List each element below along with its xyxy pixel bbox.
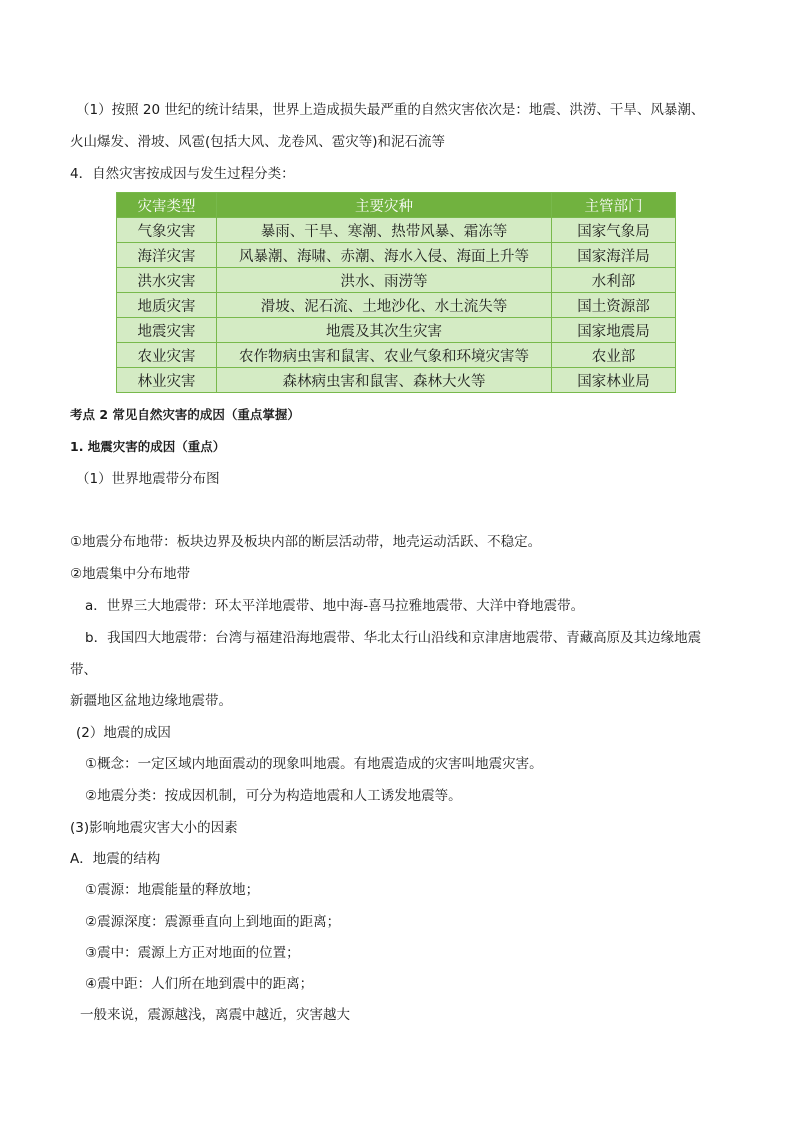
paragraph-line: ④震中距：人们所在地到震中的距离； xyxy=(85,976,314,992)
table-cell: 农业部 xyxy=(552,343,676,368)
table-cell: 林业灾害 xyxy=(117,368,217,393)
table-cell: 国家海洋局 xyxy=(552,243,676,268)
paragraph-line: （1）世界地震带分布图 xyxy=(76,471,220,487)
table-header-row xyxy=(117,193,676,218)
paragraph-line: (2）地震的成因 xyxy=(76,725,171,741)
paragraph-line: ②地震集中分布地带 xyxy=(70,566,191,582)
table-cell: 地震及其次生灾害 xyxy=(217,318,552,343)
table-cell: 国家气象局 xyxy=(552,218,676,243)
paragraph-line: A．地震的结构 xyxy=(70,851,161,867)
paragraph-line: 新疆地区盆地边缘地震带。 xyxy=(70,693,232,709)
paragraph-line: b．我国四大地震带：台湾与福建沿海地震带、华北太行山沿线和京津唐地震带、青藏高原及其边缘地震 xyxy=(85,630,702,646)
paragraph-line: 火山爆发、滑坡、风雹(包括大风、龙卷风、雹灾等)和泥石流等 xyxy=(70,134,446,150)
disaster-classification-table xyxy=(116,192,675,393)
table-cell: 气象灾害 xyxy=(117,218,217,243)
table-cell: 洪水灾害 xyxy=(117,268,217,293)
paragraph-line: ③震中：震源上方正对地面的位置； xyxy=(85,945,300,961)
section-heading: 4．自然灾害按成因与发生过程分类： xyxy=(70,166,295,182)
table-cell: 农业灾害 xyxy=(117,343,217,368)
table-cell: 水利部 xyxy=(552,268,676,293)
paragraph-line: ①概念：一定区域内地面震动的现象叫地震。有地震造成的灾害叫地震灾害。 xyxy=(85,756,543,772)
paragraph-line: ①震源：地震能量的释放地； xyxy=(85,882,260,898)
table-row xyxy=(117,268,676,293)
table-cell: 暴雨、干旱、寒潮、热带风暴、霜冻等 xyxy=(217,218,552,243)
table-row xyxy=(117,293,676,318)
table-cell: 滑坡、泥石流、土地沙化、水土流失等 xyxy=(217,293,552,318)
paragraph-line: ②震源深度：震源垂直向上到地面的距离； xyxy=(85,914,341,930)
header-department: 主管部门 xyxy=(552,193,676,218)
paragraph-line: 一般来说，震源越浅，离震中越近，灾害越大 xyxy=(80,1007,350,1023)
table-cell: 农作物病虫害和鼠害、农业气象和环境灾害等 xyxy=(217,343,552,368)
table-row xyxy=(117,318,676,343)
header-main-disasters: 主要灾种 xyxy=(217,193,552,218)
paragraph-line: a．世界三大地震带：环太平洋地震带、地中海-喜马拉雅地震带、大洋中脊地震带。 xyxy=(85,598,585,614)
paragraph-line: ②地震分类：按成因机制，可分为构造地震和人工诱发地震等。 xyxy=(85,788,462,804)
section-heading: 考点 2 常见自然灾害的成因（重点掌握） xyxy=(70,407,300,422)
table-cell: 地震灾害 xyxy=(117,318,217,343)
table-cell: 地质灾害 xyxy=(117,293,217,318)
subsection-heading: 1. 地震灾害的成因（重点） xyxy=(70,439,226,454)
paragraph-line: (3)影响地震灾害大小的因素 xyxy=(70,820,238,836)
table-cell: 风暴潮、海啸、赤潮、海水入侵、海面上升等 xyxy=(217,243,552,268)
table-cell: 国家林业局 xyxy=(552,368,676,393)
paragraph-line: 带、 xyxy=(70,662,97,678)
table-cell: 国土资源部 xyxy=(552,293,676,318)
table-cell: 国家地震局 xyxy=(552,318,676,343)
header-disaster-type: 灾害类型 xyxy=(117,193,217,218)
table-cell: 海洋灾害 xyxy=(117,243,217,268)
table-cell: 森林病虫害和鼠害、森林大火等 xyxy=(217,368,552,393)
table-cell: 洪水、雨涝等 xyxy=(217,268,552,293)
table-row xyxy=(117,368,676,393)
paragraph-line: ①地震分布地带：板块边界及板块内部的断层活动带，地壳运动活跃、不稳定。 xyxy=(70,534,542,550)
paragraph-line: （1）按照 20 世纪的统计结果，世界上造成损失最严重的自然灾害依次是：地震、洪涝、干旱、风暴潮、 xyxy=(76,102,705,118)
table-row xyxy=(117,343,676,368)
table-row xyxy=(117,218,676,243)
table-row xyxy=(117,243,676,268)
